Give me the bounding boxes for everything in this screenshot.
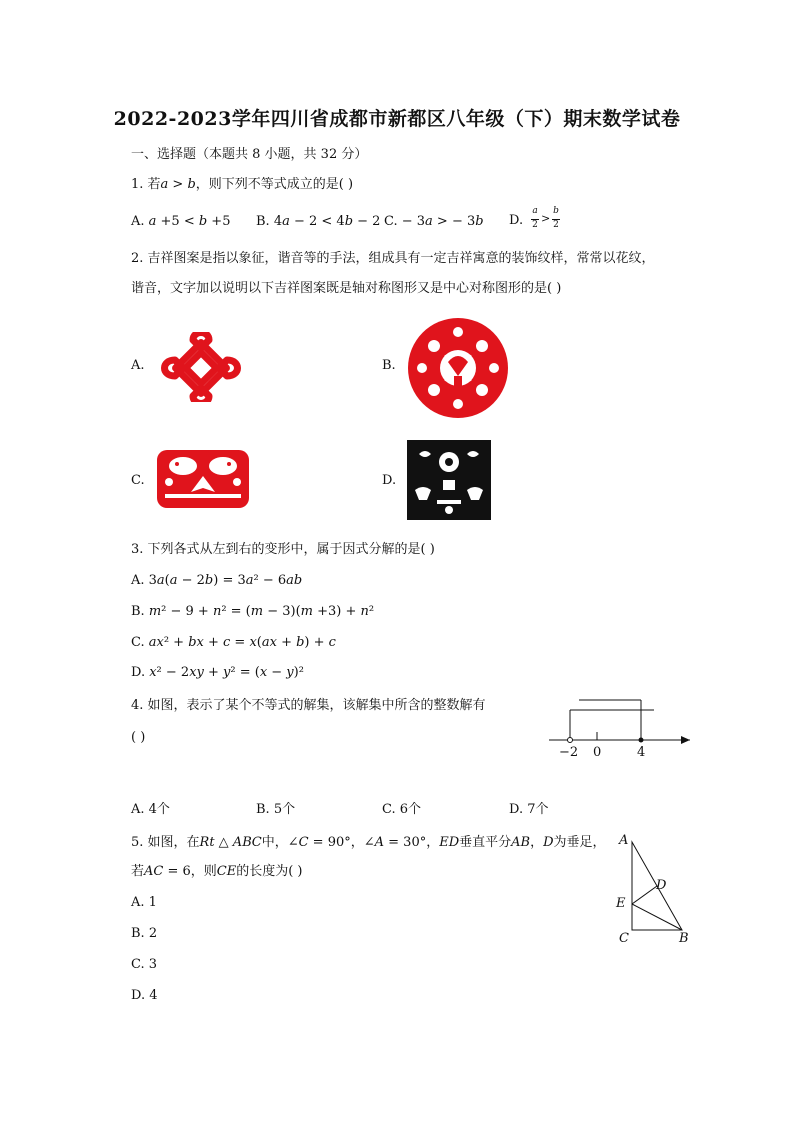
q4-stem-line1: 4. 如图，表示了某个不等式的解集，该解集中所含的整数解有 [131,698,486,713]
q5-option-d: D. 4 [131,988,158,1003]
q3-option-c: C. 𝑎𝑥² + 𝑏𝑥 + 𝑐 = 𝑥(𝑎𝑥 + 𝑏) + 𝑐 [131,635,336,650]
q1-stem: 1. 若𝑎 > 𝑏，则下列不等式成立的是( ) [131,177,354,192]
q3-option-d: D. 𝑥² − 2𝑥𝑦 + 𝑦² = (𝑥 − 𝑦)² [131,665,304,680]
q1-option-a: A. 𝑎 +5 < 𝑏 +5 [131,214,231,229]
q4-axis-label-minus2: −2 [559,745,579,760]
q1-d-num2: 𝑏 [553,206,559,216]
q3-stem: 3. 下列各式从左到右的变形中，属于因式分解的是( ) [131,542,435,557]
q2-option-b-label: B. [382,358,396,373]
open-circle-minus-2 [568,738,573,743]
segment-ed [632,886,657,904]
q4-option-c: C. 6个 [382,802,422,817]
q4-option-a: A. 4个 [131,802,170,817]
q1-option-c: C. − 3𝑎 > − 3𝑏 [384,214,484,229]
q1-d-num1: 𝑎 [532,206,538,216]
q2-option-a-label: A. [131,358,145,373]
q4-option-b: B. 5个 [256,802,296,817]
q5-option-a: A. 1 [131,895,157,910]
q2-option-a-image-knot [153,332,249,402]
q2-stem-line2: 谐音，文字加以说明以下吉祥图案既是轴对称图形又是中心对称图形的是( ) [131,281,562,296]
q5-option-b: B. 2 [131,926,158,941]
q1-d-den1: 2 [532,220,538,230]
q4-stem-line2: ( ) [131,730,146,745]
q4-axis-label-4: 4 [637,745,646,760]
q5-point-a: A [619,833,629,848]
q2-option-c-label: C. [131,473,145,488]
q2-option-d-label: D. [382,473,397,488]
q1-d-den2: 2 [553,220,559,230]
q5-point-c: C [619,931,629,946]
q5-option-c: C. 3 [131,957,158,972]
q5-point-d: D [656,878,667,893]
q1-d-gt: > [541,212,551,225]
number-line-arrow [681,736,690,744]
closed-circle-4 [639,738,644,743]
page-title: 2022-2023学年四川省成都市新都区八年级（下）期末数学试卷 [113,108,681,130]
q5-stem-line1: 5. 如图，在𝑅𝑡 △ 𝐴𝐵𝐶中，∠𝐶 = 90°，∠𝐴 = 30°，𝐸𝐷垂直平分𝐴𝐵，𝐷为垂足， [131,835,606,850]
q5-stem-line2: 若𝐴𝐶 = 6，则𝐶𝐸的长度为( ) [131,864,303,879]
q1-option-b: B. 4𝑎 − 2 < 4𝑏 − 2 [256,214,381,229]
q3-option-b: B. 𝑚² − 9 + 𝑛² = (𝑚 − 3)(𝑚 +3) + 𝑛² [131,604,375,619]
section-heading: 一、选择题（本题共 8 小题，共 32 分） [131,147,368,162]
q5-point-e: E [616,896,626,911]
q4-axis-label-0: 0 [593,745,602,760]
q2-option-c-image-fish-papercut [155,446,251,512]
q5-point-b: B [679,931,689,946]
q3-option-a: A. 3𝑎(𝑎 − 2𝑏) = 3𝑎² − 6𝑎𝑏 [131,573,303,588]
q1-d-prefix: D. [509,213,524,228]
q2-stem-line1: 2. 吉祥图案是指以象征，谐音等的手法，组成具有一定吉祥寓意的装饰纹样，常常以花纹， [131,251,655,266]
q2-option-d-image-black-papercut [407,440,491,520]
q4-option-d: D. 7个 [509,802,549,817]
q2-option-b-image-papercut-circle [404,316,512,420]
